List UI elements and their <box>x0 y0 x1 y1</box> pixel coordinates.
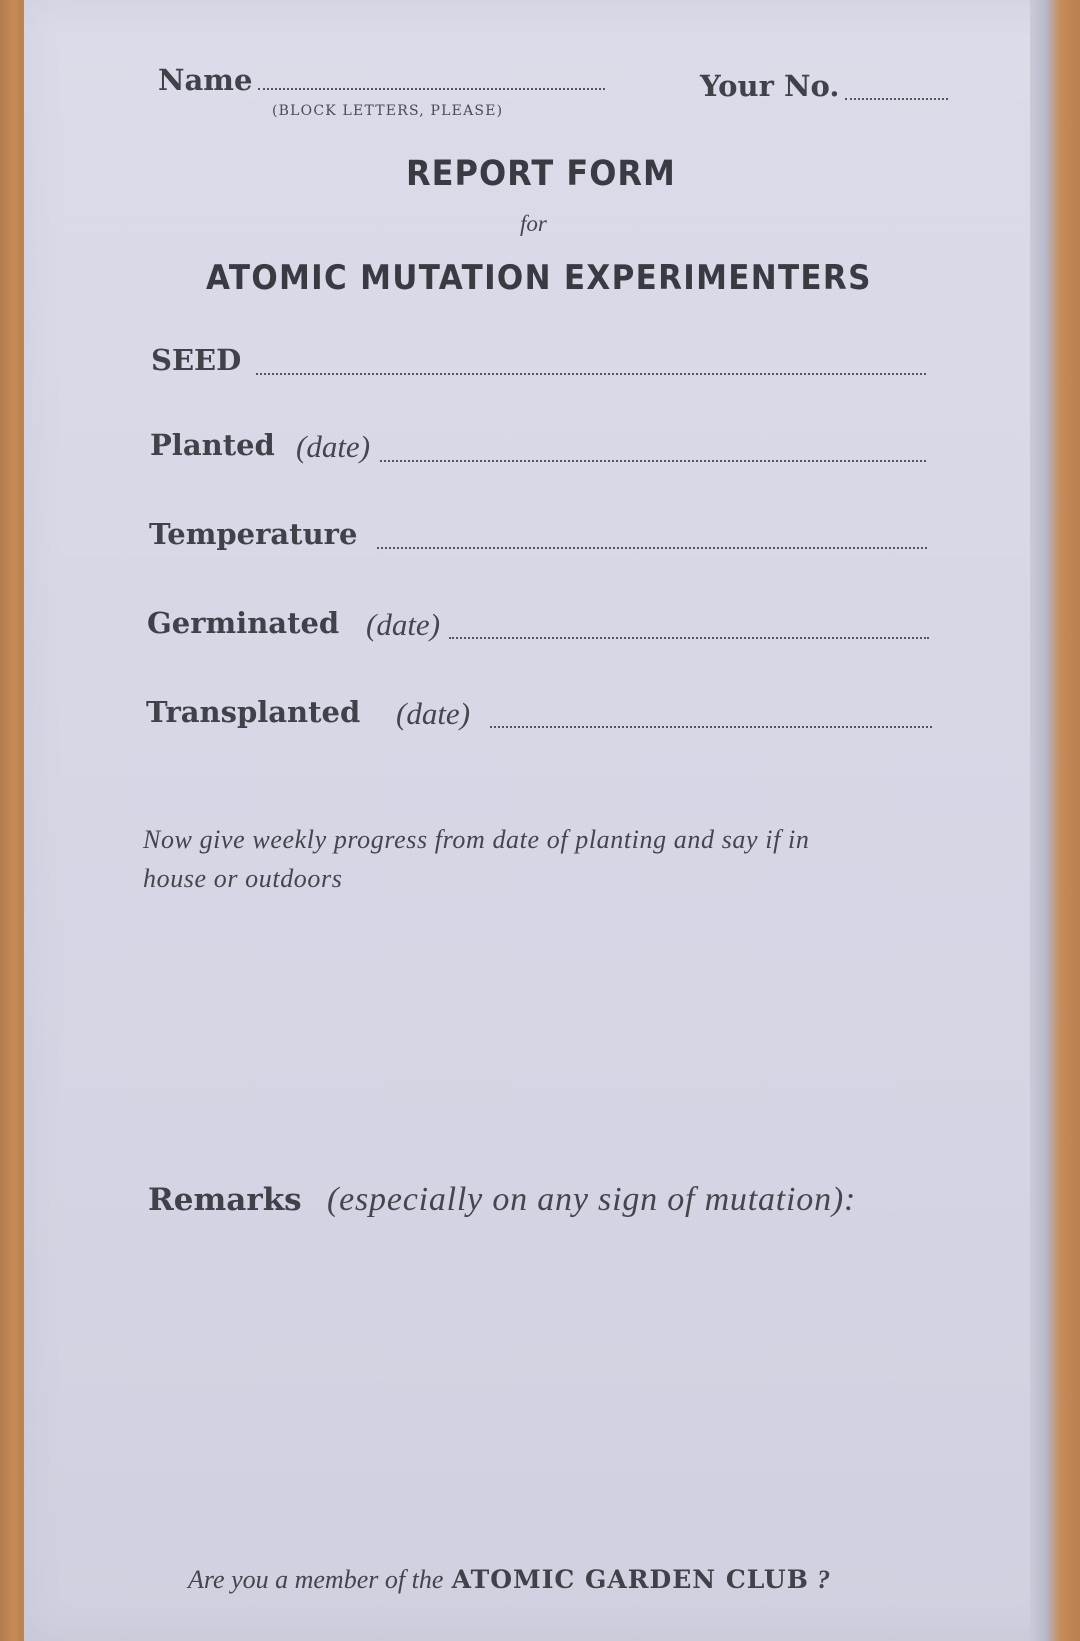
seed-field[interactable] <box>256 373 926 375</box>
remarks-label: Remarks <box>148 1182 302 1218</box>
progress-instruction-line-2: house or outdoors <box>143 864 343 893</box>
for-label: for <box>520 211 547 236</box>
number-field[interactable] <box>845 98 948 100</box>
transplanted-date-note: (date) <box>396 696 471 731</box>
name-label: Name <box>158 63 253 97</box>
progress-notes-area[interactable] <box>140 905 940 1175</box>
name-hint: (BLOCK LETTERS, PLEASE) <box>272 103 504 119</box>
remarks-area[interactable] <box>140 1230 940 1540</box>
temperature-label: Temperature <box>149 517 358 551</box>
planted-label: Planted <box>150 428 275 462</box>
number-label: Your No. <box>700 69 840 103</box>
form-subtitle: ATOMIC MUTATION EXPERIMENTERS <box>206 258 872 298</box>
planted-date-note: (date) <box>296 429 371 464</box>
name-field[interactable] <box>258 88 605 90</box>
germinated-label: Germinated <box>147 606 340 640</box>
club-question <box>188 1567 830 1593</box>
club-name: ATOMIC GARDEN CLUB <box>451 1565 809 1594</box>
club-question-prefix: Are you a member of the <box>188 1565 444 1594</box>
club-question-mark: ? <box>817 1565 831 1594</box>
remarks-note: (especially on any sign of mutation): <box>327 1181 857 1218</box>
seed-label: SEED <box>151 343 242 377</box>
progress-instruction-line-1: Now give weekly progress from date of planting and say if in <box>143 825 810 854</box>
germinated-field[interactable] <box>449 637 929 639</box>
table-surface <box>1030 0 1080 1641</box>
temperature-field[interactable] <box>377 547 927 549</box>
transplanted-label: Transplanted <box>146 695 361 729</box>
germinated-date-note: (date) <box>366 607 441 642</box>
form-title: REPORT FORM <box>406 152 676 194</box>
transplanted-field[interactable] <box>490 726 932 728</box>
planted-field[interactable] <box>380 460 926 462</box>
